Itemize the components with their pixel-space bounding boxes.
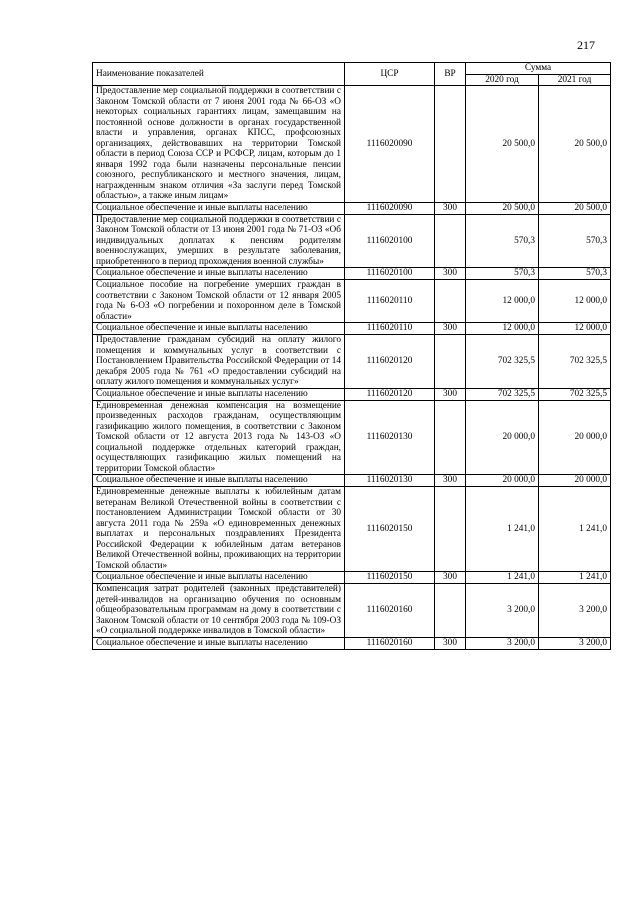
row-sum-2020-cell: 1 241,0 (466, 572, 539, 584)
row-name-cell: Компенсация затрат родителей (законных представителей) детей-инвалидов на организацию обучения по основным общеобразовательным программам на дому в соответствии с Законом Томской области от 10 сентября 2003 года № 109-ОЗ «О социальной поддержке инвалидов в Томской области» (93, 584, 345, 638)
row-name-cell: Социальное обеспечение и иные выплаты населению (93, 572, 345, 584)
row-name-cell: Социальное обеспечение и иные выплаты населению (93, 268, 345, 280)
row-sum-2021-cell: 1 241,0 (539, 487, 611, 572)
row-sum-2020-cell: 570,3 (466, 268, 539, 280)
table-row (93, 637, 611, 649)
table-row (93, 475, 611, 487)
row-sum-2020-cell: 702 325,5 (466, 388, 539, 400)
row-csr-cell: 1116020110 (345, 323, 435, 335)
row-name-cell: Социальное обеспечение и иные выплаты населению (93, 475, 345, 487)
row-sum-2020-cell: 20 000,0 (466, 475, 539, 487)
row-sum-2021-cell: 12 000,0 (539, 280, 611, 323)
table-row (93, 202, 611, 214)
table-row (93, 86, 611, 203)
row-sum-2020-cell: 1 241,0 (466, 487, 539, 572)
table-row (93, 572, 611, 584)
row-csr-cell: 1116020090 (345, 86, 435, 203)
row-sum-2020-cell: 20 500,0 (466, 202, 539, 214)
row-vr-cell: 300 (435, 202, 466, 214)
row-sum-2021-cell: 20 500,0 (539, 202, 611, 214)
row-sum-2021-cell: 702 325,5 (539, 388, 611, 400)
table-row (93, 214, 611, 268)
row-vr-cell: 300 (435, 572, 466, 584)
row-csr-cell: 1116020160 (345, 637, 435, 649)
row-csr-cell: 1116020090 (345, 202, 435, 214)
row-vr-cell (435, 214, 466, 268)
row-vr-cell (435, 86, 466, 203)
row-name-cell: Предоставление мер социальной поддержки в соответствии с Законом Томской области от 7 июня 2001 года № 66-ОЗ «О некоторых социальных гарантиях лицам, замещавшим на постоянной основе должности в органах государственной власти и управления, органах КПСС, профсоюзных организациях, действовавших на территории Томской области в период Союза ССР и РСФСР, лицам, которым до 1 января 1992 года были назначены персональные пенсии союзного, республиканского и местного значения, лицам, награжденным знаком отличия «За заслуги перед Томской областью», а также иным лицам» (93, 86, 345, 203)
row-name-cell: Единовременная денежная компенсация на возмещение произведенных расходов гражданам, осуществляющим газификацию жилого помещения, в соответствии с Законом Томской области от 12 августа 2013 года № 143-ОЗ «О социальной поддержке отдельных категорий граждан, осуществляющих газификацию жилых помещений на территории Томской области» (93, 400, 345, 475)
row-sum-2020-cell: 20 500,0 (466, 86, 539, 203)
row-vr-cell: 300 (435, 637, 466, 649)
row-sum-2021-cell: 1 241,0 (539, 572, 611, 584)
row-vr-cell (435, 280, 466, 323)
row-sum-2020-cell: 570,3 (466, 214, 539, 268)
row-sum-2021-cell: 3 200,0 (539, 637, 611, 649)
header-sum: Сумма (466, 63, 611, 75)
row-csr-cell: 1116020110 (345, 280, 435, 323)
row-name-cell: Социальное обеспечение и иные выплаты населению (93, 637, 345, 649)
table-row (93, 268, 611, 280)
row-sum-2020-cell: 3 200,0 (466, 637, 539, 649)
row-csr-cell: 1116020120 (345, 388, 435, 400)
header-year-2021: 2021 год (539, 74, 611, 86)
row-csr-cell: 1116020150 (345, 487, 435, 572)
row-vr-cell: 300 (435, 475, 466, 487)
row-csr-cell: 1116020100 (345, 214, 435, 268)
row-sum-2021-cell: 12 000,0 (539, 323, 611, 335)
row-csr-cell: 1116020150 (345, 572, 435, 584)
table-row (93, 280, 611, 323)
row-sum-2021-cell: 570,3 (539, 268, 611, 280)
table-row (93, 323, 611, 335)
row-csr-cell: 1116020120 (345, 335, 435, 389)
row-sum-2020-cell: 12 000,0 (466, 280, 539, 323)
table-row (93, 335, 611, 389)
row-sum-2020-cell: 20 000,0 (466, 400, 539, 475)
table-row (93, 400, 611, 475)
row-name-cell: Предоставление мер социальной поддержки в соответствии с Законом Томской области от 13 июня 2001 года № 71-ОЗ «Об индивидуальных доплатах к пенсиям родителям военнослужащих, умерших в результате заболевания, приобретенного в период прохождения военной службы» (93, 214, 345, 268)
row-csr-cell: 1116020160 (345, 584, 435, 638)
page-number: 217 (577, 38, 595, 52)
row-sum-2021-cell: 20 000,0 (539, 475, 611, 487)
row-sum-2021-cell: 3 200,0 (539, 584, 611, 638)
row-vr-cell (435, 400, 466, 475)
row-vr-cell (435, 487, 466, 572)
table-row (93, 487, 611, 572)
row-csr-cell: 1116020130 (345, 475, 435, 487)
row-sum-2021-cell: 20 000,0 (539, 400, 611, 475)
table-row (93, 388, 611, 400)
row-sum-2020-cell: 702 325,5 (466, 335, 539, 389)
table-body (93, 86, 611, 650)
row-name-cell: Социальное обеспечение и иные выплаты населению (93, 388, 345, 400)
table-row (93, 584, 611, 638)
header-name: Наименование показателей (93, 63, 345, 86)
row-csr-cell: 1116020130 (345, 400, 435, 475)
row-name-cell: Единовременные денежные выплаты к юбилейным датам ветеранам Великой Отечественной войны в соответствии с постановлением Администрации Томской области от 30 августа 2011 года № 259а «О единовременных денежных выплатах и персональных поздравлениях Президента Российской Федерации к юбилейным датам ветеранов Великой Отечественной войны, проживающих на территории Томской области» (93, 487, 345, 572)
header-csr: ЦСР (345, 63, 435, 86)
header-year-2020: 2020 год (466, 74, 539, 86)
row-vr-cell: 300 (435, 323, 466, 335)
row-name-cell: Социальное пособие на погребение умерших граждан в соответствии с Законом Томской области от 12 января 2005 года № 6-ОЗ «О погребении и похоронном деле в Томской области» (93, 280, 345, 323)
row-vr-cell (435, 584, 466, 638)
row-vr-cell: 300 (435, 388, 466, 400)
row-vr-cell: 300 (435, 268, 466, 280)
header-vr: ВР (435, 63, 466, 86)
budget-table (92, 62, 611, 650)
row-sum-2021-cell: 570,3 (539, 214, 611, 268)
row-sum-2020-cell: 3 200,0 (466, 584, 539, 638)
row-sum-2020-cell: 12 000,0 (466, 323, 539, 335)
row-csr-cell: 1116020100 (345, 268, 435, 280)
row-name-cell: Предоставление гражданам субсидий на оплату жилого помещения и коммунальных услуг в соответствии с Постановлением Правительства Российской Федерации от 14 декабря 2005 года № 761 «О предоставлении субсидий на оплату жилого помещения и коммунальных услуг» (93, 335, 345, 389)
row-vr-cell (435, 335, 466, 389)
row-name-cell: Социальное обеспечение и иные выплаты населению (93, 323, 345, 335)
row-sum-2021-cell: 702 325,5 (539, 335, 611, 389)
row-name-cell: Социальное обеспечение и иные выплаты населению (93, 202, 345, 214)
row-sum-2021-cell: 20 500,0 (539, 86, 611, 203)
